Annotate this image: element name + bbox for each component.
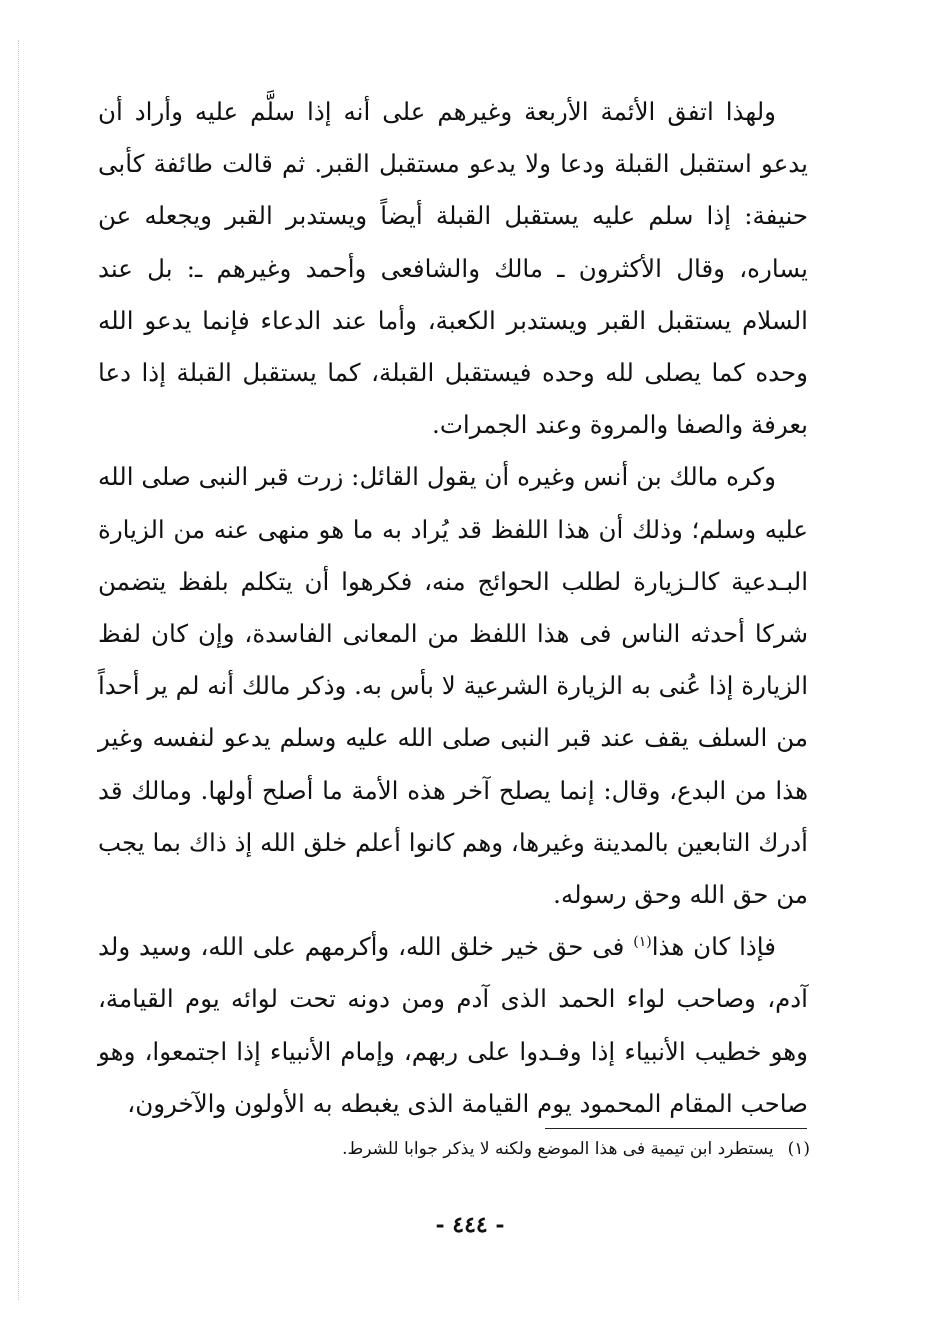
footnote-divider (545, 1128, 807, 1129)
footnote (180, 1136, 810, 1162)
footnote-reference: (١) (633, 934, 652, 951)
paragraph-3-rest: فى حق خير خلق الله، وأكرمهم على الله، وسيد ولد آدم، وصاحب لواء الحمد الذى آدم ومن دونه تحت لوائه يوم القيامة، وهو خطيب الأنبياء إذا وفـدوا على ربهم، وإمام الأنبياء إذا اجتمعوا، وهو صاحب المقام المحمود يوم القيامة الذى يغبطه به الأولون والآخرون، (98, 932, 808, 1118)
scan-edge-line (18, 40, 20, 1300)
footnote-marker: (١) (787, 1139, 810, 1159)
main-text-block (98, 86, 808, 1130)
paragraph-1: ولهذا اتفق الأئمة الأربعة وغيرهم على أنه إذا سلَّم عليه وأراد أن يدعو استقبل القبلة ودعا ولا يدعو مستقبل القبر. ثم قالت طائفة كأبى حنيفة: إذا سلم عليه يستقبل القبلة أيضاً ويستدبر القبر ويجعله عن يساره، وقال الأكثرون ـ مالك والشافعى وأحمد وغيرهم ـ: بل عند السلام يستقبل القبر ويستدبر الكعبة، وأما عند الدعاء فإنما يدعو الله وحده كما يصلى لله وحده فيستقبل القبلة، كما يستقبل القبلة إذا دعا بعرفة والصفا والمروة وعند الجمرات. (98, 97, 808, 440)
paragraph-2: وكره مالك بن أنس وغيره أن يقول القائل: زرت قبر النبى صلى الله عليه وسلم؛ وذلك أن هذا اللفظ قد يُراد به ما هو منهى عنه من الزيارة البـدعية كالـزيارة لطلب الحوائج منه، فكرهوا أن يتكلم بلفظ يتضمن شركا أحدثه الناس فى هذا اللفظ من المعانى الفاسدة، وإن كان لفظ الزيارة إذا عُنى به الزيارة الشرعية لا بأس به. وذكر مالك أنه لم ير أحداً من السلف يقف عند قبر النبى صلى الله عليه وسلم يدعو لنفسه وغير هذا من البدع، وقال: إنما يصلح آخر هذه الأمة ما أصلح أولها. ومالك قد أدرك التابعين بالمدينة وغيرها، وهم كانوا أعلم خلق الله إذ ذاك بما يجب من حق الله وحق رسوله. (98, 462, 808, 910)
paragraph-3 (98, 921, 808, 1130)
paragraph-3-start: فإذا كان هذا (651, 932, 776, 962)
footnote-text: يستطرد ابن تيمية فى هذا الموضع ولكنه لا يذكر جوابا للشرط. (342, 1139, 774, 1159)
page-number: - ٤٤٤ - (435, 1212, 505, 1238)
